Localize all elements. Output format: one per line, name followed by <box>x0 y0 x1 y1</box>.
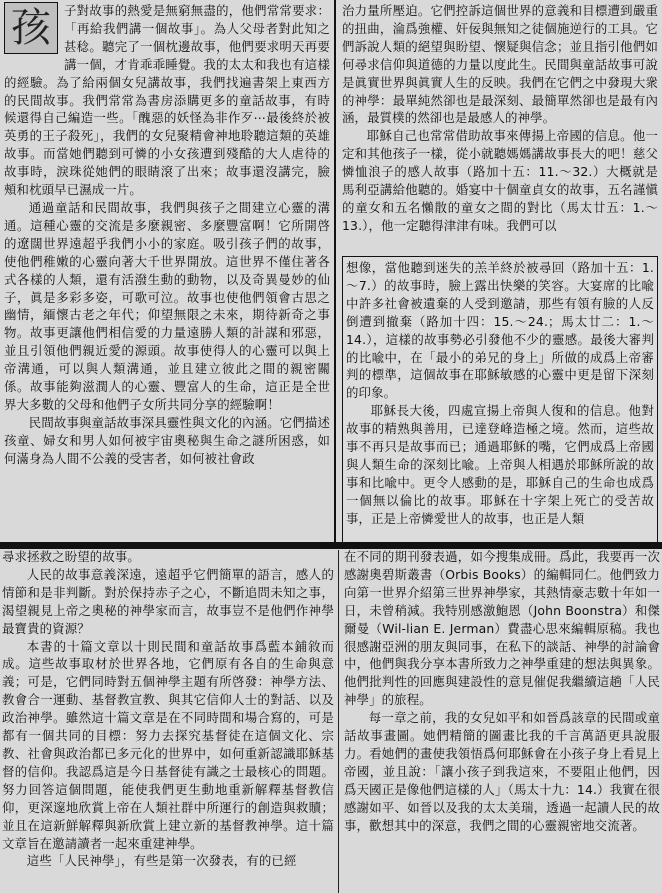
column-divider <box>334 0 336 545</box>
boxed-column <box>342 256 658 546</box>
column-top-right <box>342 2 658 247</box>
column-divider <box>338 550 339 893</box>
column-bottom-right <box>344 548 660 893</box>
paragraph: 本書的十篇文章以十則民間和童話故事爲藍本鋪敘而成。這些故事取材於世界各地，它們原有各自的生命與意義；可是，它們同時對五個神學主題有所啓發：神學方法、教會合一運動、基督教宣教、與其它信仰人士的對話、以及政治神學。雖然這十篇文章是在不同時間和場合寫的，可是都有一個共同的目標：努力去探究基督徒在這個文化、宗教、社會與政治都已多元化的世界中，如何重新認識耶穌基督的信仰。我認爲這是今日基督徒有識之士最核心的問題。努力回答這個問題，能使我們更生動地重新解釋基督教信仰，更深邃地欣賞上帝在人類社群中所運行的創造與救贖；並且在這新鮮解釋與新欣賞上建立新的基督教神學。這十篇文章旨在邀請讀者一起來重建神學。 <box>2 638 334 851</box>
column-bottom-left <box>2 548 334 893</box>
paragraph: 想像，當他聽到迷失的羔羊終於被尋回（路加十五：1.～7.）的故事時，臉上露出快樂的笑容。大宴席的比喩中許多社會被遺棄的人受到邀請，那些有領有臉的人反倒遭到撤棄（路加十四：15.～24.；馬太廿二：1.～14.），這樣的故事勢必引發他不少的靈感。最後大審判的比喩中，在「最小的弟兄的身上」所做的成爲上帝審判的標準，這個故事在耶穌敏感的心靈中更是留下深刻的印象。 <box>346 260 654 401</box>
paragraph: 耶穌長大後，四處宣揚上帝與人復和的信息。他對故事的精熟與善用，已達登峰造極之境。然而，這些故事不再只是故事而已；通過耶穌的嘴，它們成爲上帝國與人類生命的深刻比喩。上帝與人相遇於耶穌所說的故事和比喩中。更令人感動的是，耶穌自己的生命也成爲一個無以倫比的故事。耶穌在十字架上死亡的受苦故事，正是上帝憐愛世人的故事，也正是人類 <box>346 403 654 526</box>
paragraph: 這些「人民神學」，有些是第一次發表，有的已經 <box>26 853 297 869</box>
paragraph: 耶穌自己也常常借助故事來傳揚上帝國的信息。他一定和其他孩子一樣，從小就聽媽媽講故事長大的吧！慈父憐恤浪子的感人故事（路加十五：11.～32.）大概就是馬利亞講給他聽的。婚宴中十個童貞女的故事，五名謹愼的童女和五名懶散的童女之間的對比（馬太廿五：1.～13.），他一定聽得津津有味。我們可以 <box>342 128 658 233</box>
paragraph: 通過童話和民間故事，我們與孩子之間建立心靈的溝通。這種心靈的交流是多麼親密、多麼豐富啊！它所開啓的遼闊世界遠超乎我們小小的家庭。吸引孩子們的故事，使他們稚嫩的心靈向著大千世界開放。這世界不僅住著各式各樣的人類，還有活潑生動的動物，以及奇異曼妙的仙子，眞是多彩多姿，可歌可泣。故事也使他們領會古思之幽情，緬懷古老之年代；仰望無限之未來，期待新奇之事物。故事更讓他們相信愛的力量遠勝人類的計謀和邪惡，並且引領他們親近愛的源頭。故事使得人的心靈可以與上帝溝通，可以與人類溝通，並且建立彼此之間的親密關係。故事能夠滋潤人的心靈、豐富人的生命，這正是全世界大多數的父母和他們子女所共同分享的經驗啊！ <box>4 199 330 412</box>
paragraph: 尋求拯救之盼望的故事。 <box>2 549 140 564</box>
column-top-left <box>4 2 330 542</box>
paragraph: 治力量所壓迫。它們控訴這個世界的意義和目標遭到嚴重的扭曲，淪爲強權、奸佞與無知之徒個施逆行的工具。它們訴說人類的絕望與盼望、懷疑與信念；並且指引他們如何尋求信仰與道德的力量以度此生。民間與童話故事可說是眞實世界與眞實人生的反映。我們在它們之中發現大衆的神學：最單純然卻也是最深刻、最簡單然卻也是最有內涵，最質樸的然卻也是最感人的神學。 <box>342 3 658 126</box>
paragraph: 人民的故事意義深遠，遠超乎它們簡單的語言，感人的情節和是非判斷。對於保持赤子之心，不斷追問未知之事，渴望親見上帝之奧秘的神學家而言，故事豈不是他們作神學最寶貴的資源？ <box>2 566 334 636</box>
paragraph: 民間故事與童話故事深具靈性與文化的內涵。它們描述孩童、婦女和男人如何被宇宙奧秘與生命之謎所困惑，如何滿身為人間不公義的受害者，如何被社會政 <box>4 414 330 466</box>
paragraph: 在不同的期刊發表過，如今搜集成冊。爲此，我要再一次感謝奧碧斯叢書（Orbis Books）的編輯同仁。他們致力向第一世界介紹第三世界神學家，其熱情豪志數十年如一日，未曾稍減。我特別感激鮑恩（John Boonstra）和傑爾曼（Wil-lian E. Jerman）費盡心思來編輯原稿。我也很感謝亞洲的朋友與同事，在私下的談話、神學的討論會中，他們與我分享本書所致力之神學重建的想法與異象。他們批判性的回應與建設性的意見催促我繼續這趟「人民神學」的旅程。 <box>344 549 660 708</box>
paragraph: 子對故事的熱愛是無窮無盡的，他們常常要求：「再給我們講一個故事」。為人父母者對此知之甚稔。聽完了一個枕邊故事，他們要求明天再要講一個，才肯乖乖睡覺。我的太太和我也有這樣的經驗。為了給兩個女兒講故事，我們找遍書架上東西方的民間故事。我們常常為書房添購更多的童話故事，有時候還得自己編造一些。「醜惡的妖怪為非作歹⋯最後終於被英勇的王子殺死」，我們的女兒聚精會神地聆聽這類的英雄故事。而當她們聽到可憐的小女孩遭到殘酷的大人虐待的故事時，淚珠從她們的眼睛滾了出來；故事還沒講完，臉頰和枕頭早已濕成一片。 <box>4 3 330 198</box>
drop-cap: 孩 <box>4 2 58 54</box>
paragraph: 每一章之前，我的女兒如平和如晉爲該章的民間或童話故事畫圖。她們精簡的圖畫比我的千言萬語更具說服力。看她們的畫使我領悟爲何耶穌會在小孩子身上看見上帝國，並且說：「讓小孩子到我這來，不要阻止他們，因爲天國正是像他們這樣的人」（馬太十九：14.）我實在很感謝如平、如晉以及我的太太美瑞，透過一起讀人民的故事，歡想其中的深意，我們之間的心靈親密地交流著。 <box>344 710 660 833</box>
